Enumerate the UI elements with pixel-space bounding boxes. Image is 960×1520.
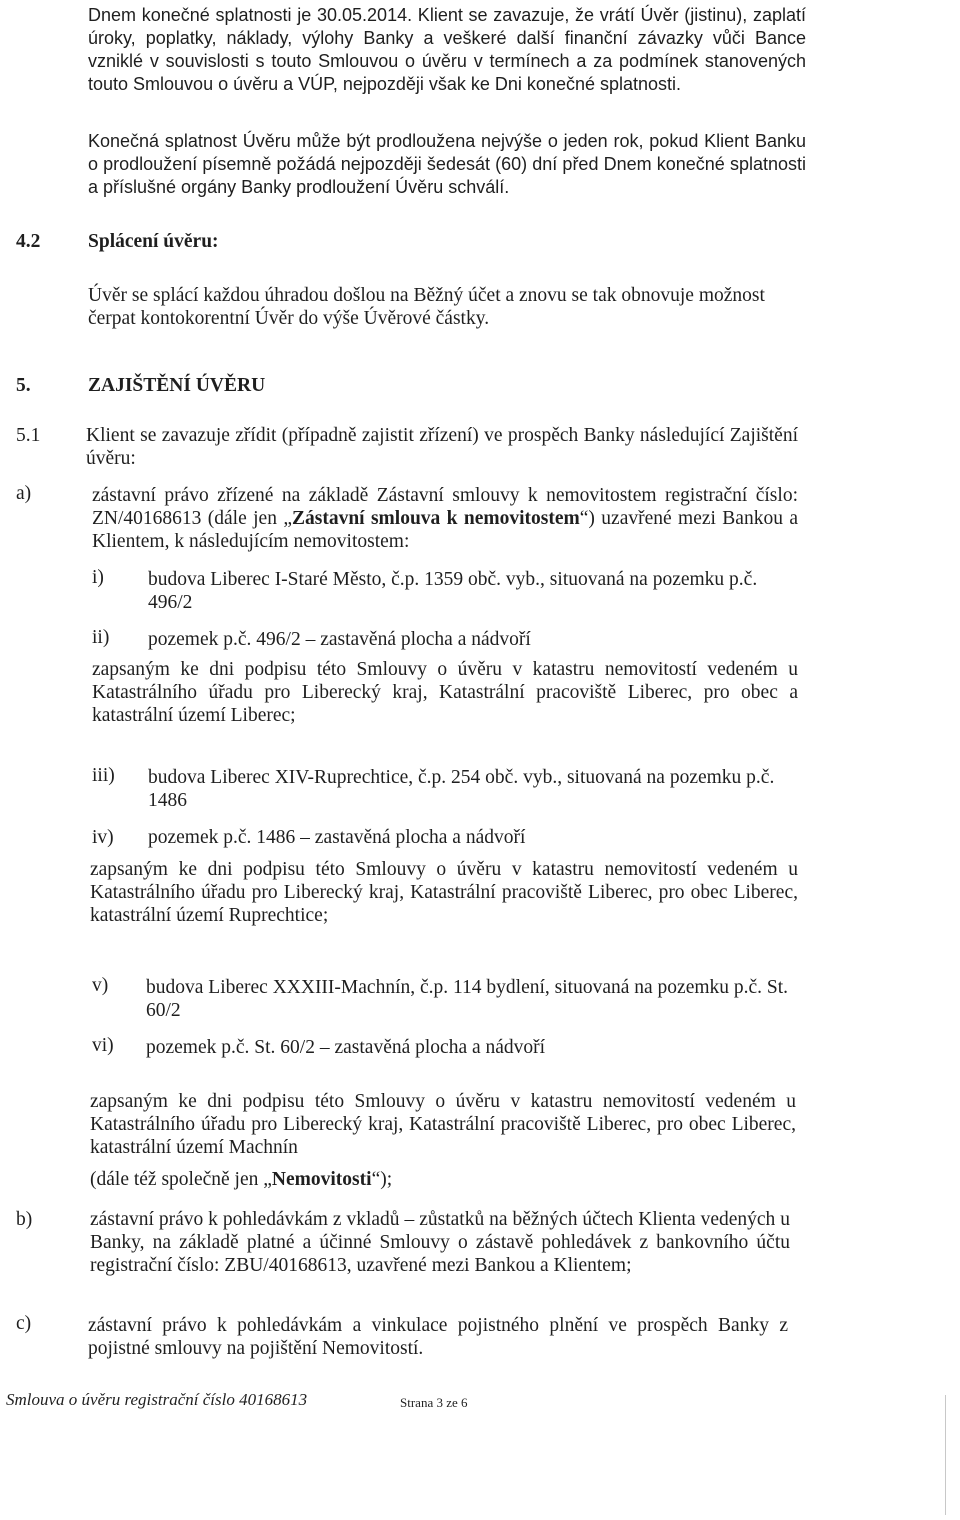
item-label-a: a) <box>16 483 32 504</box>
paragraph-nemovitosti-definition <box>90 1168 392 1191</box>
paragraph-final-maturity: Dnem konečné splatnosti je 30.05.2014. Klient se zavazuje, že vrátí Úvěr (jistinu), zaplatí úroky, poplatky, náklady, výlohy Banky a veškeré další finanční závazky vůči Bance vzniklé v souvislosti s touto Smlouvou o úvěru v termínech a za podmínek stanovených touto Smlouvou o úvěru a VÚP, nejpozději však ke Dni konečné splatnosti. <box>88 5 806 94</box>
subitem-text: pozemek p.č. 1486 – zastavěná plocha a nádvoří <box>148 827 526 848</box>
nemovitosti-text-end: “); <box>371 1169 393 1190</box>
paragraph-item-a <box>92 484 798 553</box>
paragraph-cadastre-machnin: zapsaným ke dni podpisu této Smlouvy o úvěru v katastru nemovitostí vedeném u Katastrálního úřadu pro Liberecký kraj, Katastrální pracoviště Liberec, pro obec Liberec, katastrální území Machnín <box>90 1091 796 1158</box>
item-a-defined-term: Zástavní smlouva k nemovitostem <box>291 508 580 529</box>
section-number-4-2: 4.2 <box>16 231 41 252</box>
nemovitosti-defined-term: Nemovitosti <box>271 1169 372 1190</box>
subitem-number: iii) <box>92 765 115 786</box>
paragraph-cadastre-ruprechtice: zapsaným ke dni podpisu této Smlouvy o úvěru v katastru nemovitostí vedeném u Katastrálního úřadu pro Liberecký kraj, Katastrální pracoviště Liberec, pro obec Liberec, katastrální území Ruprechtice; <box>90 859 798 926</box>
paragraph-maturity-extension: Konečná splatnost Úvěru může být prodloužena nejvýše o jeden rok, pokud Klient Banku o prodloužení písemně požádá nejpozději šedesát (60) dní před Dnem konečné splatnosti a příslušné orgány Banky prodloužení Úvěru schválí. <box>88 131 806 197</box>
item-a-text-end: “) uzavřené mezi Bankou a Klientem, k následujícím nemovitostem: <box>92 508 798 552</box>
paragraph-repayment: Úvěr se splácí každou úhradou došlou na Běžný účet a znovu se tak obnovuje možnost čerpat kontokorentní Úvěr do výše Úvěrové částky. <box>88 285 765 329</box>
paragraph-security-intro: Klient se zavazuje zřídit (případně zajistit zřízení) ve prospěch Banky následující Zajištění úvěru: <box>86 425 798 469</box>
section-number-5-1: 5.1 <box>16 425 41 446</box>
paragraph-cadastre-liberec: zapsaným ke dni podpisu této Smlouvy o úvěru v katastru nemovitostí vedeném u Katastrálního úřadu pro Liberecký kraj, Katastrální pracoviště Liberec, pro obec a katastrální území Liberec; <box>92 659 798 726</box>
scan-edge-line <box>945 1395 946 1515</box>
section-title-loan-security: ZAJIŠTĚNÍ ÚVĚRU <box>88 375 266 396</box>
subitem-number: i) <box>92 567 104 588</box>
subitem-text: budova Liberec XIV-Ruprechtice, č.p. 254 obč. vyb., situovaná na pozemku p.č. 1486 <box>148 767 775 811</box>
subitem-text: budova Liberec I-Staré Město, č.p. 1359 obč. vyb., situovaná na pozemku p.č. 496/2 <box>148 569 758 613</box>
subitem-number: vi) <box>92 1035 114 1056</box>
subitem-number: v) <box>92 975 109 996</box>
item-label-c: c) <box>16 1313 32 1334</box>
subitem-text: pozemek p.č. St. 60/2 – zastavěná plocha a nádvoří <box>146 1037 546 1058</box>
nemovitosti-text-start: (dále též společně jen „ <box>90 1169 272 1190</box>
section-number-5: 5. <box>16 375 31 396</box>
section-title-repayment: Splácení úvěru: <box>88 231 219 252</box>
item-label-b: b) <box>16 1209 33 1230</box>
subitem-text: budova Liberec XXXIII-Machnín, č.p. 114 bydlení, situovaná na pozemku p.č. St. 60/2 <box>146 977 789 1021</box>
footer-page-number: Strana 3 ze 6 <box>400 1395 468 1410</box>
paragraph-item-c: zástavní právo k pohledávkám a vinkulace pojistného plnění ve prospěch Banky z pojistné smlouvy na pojištění Nemovitostí. <box>88 1315 788 1359</box>
item-a-text-start: zástavní právo zřízené na základě Zástavní smlouvy k nemovitostem registrační číslo: ZN/40168613 (dále jen „ <box>92 485 798 529</box>
subitem-text: pozemek p.č. 496/2 – zastavěná plocha a nádvoří <box>148 629 531 650</box>
paragraph-item-b: zástavní právo k pohledávkám z vkladů – zůstatků na běžných účtech Klienta vedených u Banky, na základě platné a účinné Smlouvy o zástavě pohledávek z bankovního účtu registrační číslo: ZBU/40168613, uzavřené mezi Bankou a Klientem; <box>90 1209 790 1276</box>
footer-contract-number: Smlouva o úvěru registrační číslo 40168613 <box>6 1390 308 1409</box>
subitem-number: ii) <box>92 627 110 648</box>
subitem-number: iv) <box>92 827 114 848</box>
